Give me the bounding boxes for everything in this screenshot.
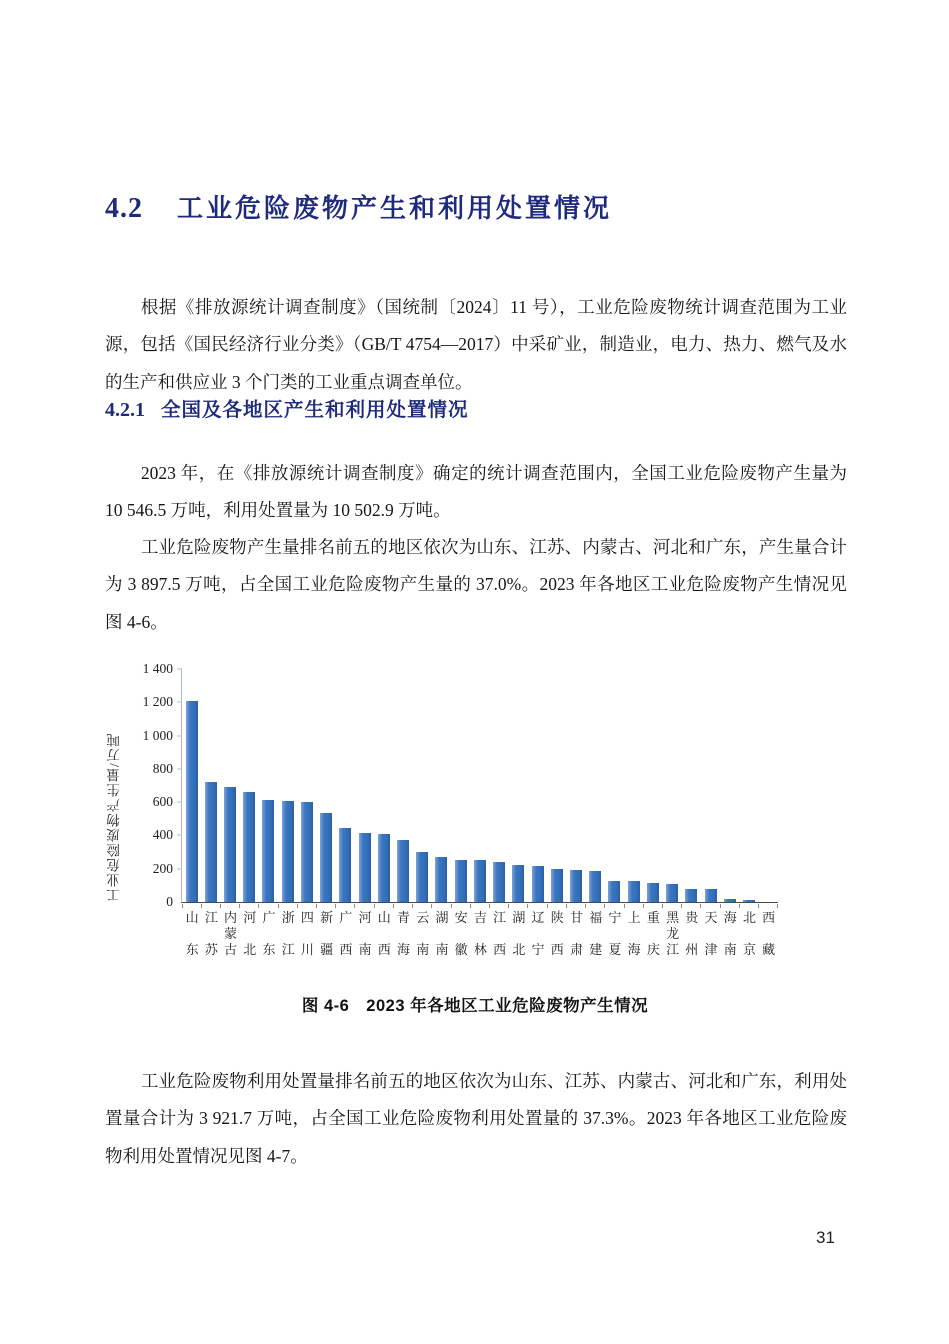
bar-slot-江苏 — [201, 669, 220, 902]
bar-slot-河南 — [355, 669, 374, 902]
x-label-char: 宁 — [608, 910, 622, 925]
bar-slot-河北 — [240, 669, 259, 902]
x-label-贵州 — [682, 910, 701, 958]
bar-江西 — [493, 862, 505, 902]
x-label-广东 — [259, 910, 278, 958]
bar-slot-北京 — [739, 669, 758, 902]
bar-北京 — [743, 900, 755, 902]
x-label-char: 藏 — [762, 942, 776, 957]
x-label-char: 林 — [473, 942, 487, 957]
x-label-湖南 — [432, 910, 451, 958]
bar-湖南 — [435, 857, 447, 902]
bar-广西 — [339, 828, 351, 902]
x-label-char: 甘 — [569, 910, 583, 925]
bar-slot-新疆 — [317, 669, 336, 902]
x-label-char: 贵 — [685, 910, 699, 925]
x-label-char: 蒙 — [224, 926, 238, 941]
y-tick-label-0: 0 — [166, 894, 173, 909]
bar-slot-山东 — [182, 669, 201, 902]
x-label-广西 — [336, 910, 355, 958]
bar-青海 — [397, 840, 409, 902]
bar-黑龙江 — [666, 884, 678, 902]
bar-新疆 — [320, 813, 332, 902]
y-tickmark-400 — [177, 835, 182, 836]
figure-4-6-chart — [105, 655, 779, 958]
x-label-char: 宁 — [531, 942, 545, 957]
x-label-char: 京 — [742, 942, 756, 957]
x-label-char: 西 — [339, 942, 353, 957]
x-label-char: 上 — [627, 910, 641, 925]
bar-slot-广东 — [259, 669, 278, 902]
x-label-char: 广 — [262, 910, 276, 925]
bar-slot-安徽 — [451, 669, 470, 902]
x-label-char: 南 — [416, 942, 430, 957]
x-label-新疆 — [317, 910, 336, 958]
x-label-char: 天 — [704, 910, 718, 925]
x-label-char: 云 — [416, 910, 430, 925]
x-label-char: 苏 — [204, 942, 218, 957]
bar-云南 — [416, 852, 428, 902]
x-label-四川 — [298, 910, 317, 958]
x-label-上海 — [625, 910, 644, 958]
bar-天津 — [705, 889, 717, 902]
bar-slot-上海 — [624, 669, 643, 902]
x-label-黑龙江 — [663, 910, 682, 958]
x-label-char: 南 — [435, 942, 449, 957]
bar-slot-辽宁 — [528, 669, 547, 902]
bar-slot-山西 — [374, 669, 393, 902]
x-label-char: 津 — [704, 942, 718, 957]
x-axis-labels — [183, 910, 779, 958]
y-tick-label-1200: 1 200 — [142, 694, 173, 710]
bar-山东 — [186, 701, 198, 902]
x-label-青海 — [394, 910, 413, 958]
x-label-山西 — [375, 910, 394, 958]
bar-slot-宁夏 — [605, 669, 624, 902]
x-label-char: 海 — [397, 942, 411, 957]
y-tick-label-400: 400 — [152, 827, 173, 843]
x-label-char: 湖 — [512, 910, 526, 925]
x-label-char: 州 — [685, 942, 699, 957]
x-label-河南 — [355, 910, 374, 958]
paragraph-survey-scope: 根据《排放源统计调查制度》（国统制〔2024〕11 号），工业危险废物统计调查范围为工业源，包括《国民经济行业分类》（GB/T 4754—2017）中采矿业，制造业，电力、热力、燃气及水的生产和供应业 3 个门类的工业重点调查单位。 — [105, 296, 847, 392]
bar-山西 — [378, 834, 390, 902]
x-label-char: 海 — [627, 942, 641, 957]
bar-四川 — [301, 802, 313, 902]
x-label-char: 青 — [397, 910, 411, 925]
y-tickmark-1200 — [177, 702, 182, 703]
x-label-char: 黑 — [666, 910, 680, 925]
x-label-char: 海 — [723, 910, 737, 925]
x-label-char: 重 — [646, 910, 660, 925]
y-tickmark-1400 — [177, 669, 182, 670]
x-label-char: 东 — [262, 942, 276, 957]
x-label-西藏 — [759, 910, 778, 958]
x-label-char: 江 — [493, 910, 507, 925]
bar-slot-湖南 — [432, 669, 451, 902]
chart-main — [142, 655, 779, 958]
x-label-辽宁 — [528, 910, 547, 958]
subsection-number: 4.2.1 — [105, 399, 145, 421]
x-label-char: 庆 — [646, 942, 660, 957]
x-label-char: 安 — [454, 910, 468, 925]
paragraph-top5-disposal: 工业危险废物利用处置量排名前五的地区依次为山东、江苏、内蒙古、河北和广东，利用处置量合计为 3 921.7 万吨，占全国工业危险废物利用处置量的 37.3%。2023 年各地区工业危险废物利用处置情况见图 4-7。 — [105, 1070, 847, 1166]
bar-slot-海南 — [720, 669, 739, 902]
x-label-char: 西 — [493, 942, 507, 957]
bar-内蒙古 — [224, 787, 236, 902]
y-tick-label-1000: 1 000 — [142, 727, 173, 743]
page-number: 31 — [816, 1228, 835, 1247]
x-label-内蒙古 — [221, 910, 240, 958]
bar-slot-重庆 — [643, 669, 662, 902]
y-tick-label-200: 200 — [152, 860, 173, 876]
bar-slot-湖北 — [509, 669, 528, 902]
x-label-云南 — [413, 910, 432, 958]
plot-area — [142, 661, 778, 909]
x-label-安徽 — [452, 910, 471, 958]
x-label-char: 夏 — [608, 942, 622, 957]
bar-上海 — [628, 881, 640, 902]
figure-caption: 图 4-6 2023 年各地区工业危险废物产生情况 — [301, 997, 649, 1015]
x-label-char: 古 — [224, 942, 238, 957]
bar-辽宁 — [532, 866, 544, 902]
x-label-char: 南 — [723, 942, 737, 957]
x-label-北京 — [740, 910, 759, 958]
bar-贵州 — [685, 889, 697, 902]
bar-河北 — [243, 792, 255, 902]
bar-福建 — [589, 871, 601, 902]
bar-slot-青海 — [393, 669, 412, 902]
x-label-char: 肃 — [569, 942, 583, 957]
x-label-char: 北 — [742, 910, 756, 925]
y-tickmark-600 — [177, 802, 182, 803]
x-label-江苏 — [202, 910, 221, 958]
y-tickmark-800 — [177, 768, 182, 769]
bar-江苏 — [205, 782, 217, 902]
bar-slot-广西 — [336, 669, 355, 902]
x-label-char: 湖 — [435, 910, 449, 925]
y-tickmark-1000 — [177, 735, 182, 736]
x-label-char: 建 — [589, 942, 603, 957]
x-label-char: 徽 — [454, 942, 468, 957]
bar-广东 — [262, 800, 274, 902]
x-label-char: 四 — [300, 910, 314, 925]
bar-slot-云南 — [413, 669, 432, 902]
x-label-浙江 — [279, 910, 298, 958]
bar-宁夏 — [608, 881, 620, 902]
x-label-江西 — [490, 910, 509, 958]
bar-湖北 — [512, 865, 524, 902]
x-label-char: 广 — [339, 910, 353, 925]
x-label-吉林 — [471, 910, 490, 958]
x-label-char: 浙 — [281, 910, 295, 925]
paragraph-national-totals: 2023 年，在《排放源统计调查制度》确定的统计调查范围内，全国工业危险废物产生量为 10 546.5 万吨，利用处置量为 10 502.9 万吨。 — [105, 462, 847, 521]
x-label-char: 陕 — [550, 910, 564, 925]
x-label-char: 江 — [204, 910, 218, 925]
bar-slot-江西 — [490, 669, 509, 902]
bar-slot-西藏 — [759, 669, 778, 902]
x-label-char: 疆 — [320, 942, 334, 957]
section-heading — [105, 188, 612, 225]
x-label-char: 内 — [224, 910, 238, 925]
bar-slot-甘肃 — [566, 669, 585, 902]
bar-slot-贵州 — [682, 669, 701, 902]
paragraph-top5-generation: 工业危险废物产生量排名前五的地区依次为山东、江苏、内蒙古、河北和广东，产生量合计为 3 897.5 万吨，占全国工业危险废物产生量的 37.0%。2023 年各地区工业危险废物产生情况见图 4-6。 — [105, 536, 847, 632]
y-axis-title: 工业危险废物产生量/万吨 — [107, 731, 122, 902]
subsection-title: 全国及各地区产生和利用处置情况 — [161, 400, 469, 421]
x-label-宁夏 — [605, 910, 624, 958]
bar-slot-天津 — [701, 669, 720, 902]
x-label-海南 — [721, 910, 740, 958]
x-label-char: 龙 — [666, 926, 680, 941]
x-label-char: 辽 — [531, 910, 545, 925]
bar-陕西 — [551, 869, 563, 902]
x-label-char: 北 — [512, 942, 526, 957]
bar-slot-吉林 — [470, 669, 489, 902]
x-label-char: 川 — [300, 942, 314, 957]
bar-甘肃 — [570, 870, 582, 902]
bar-slot-黑龙江 — [662, 669, 681, 902]
x-label-湖北 — [509, 910, 528, 958]
bar-海南 — [724, 899, 736, 902]
y-tickmark-200 — [177, 868, 182, 869]
bar-slot-浙江 — [278, 669, 297, 902]
bar-吉林 — [474, 860, 486, 902]
bar-安徽 — [455, 860, 467, 902]
bar-slot-福建 — [586, 669, 605, 902]
x-label-char: 江 — [281, 942, 295, 957]
x-label-char: 新 — [320, 910, 334, 925]
section-number: 4.2 — [105, 193, 143, 224]
x-label-福建 — [586, 910, 605, 958]
bar-河南 — [359, 833, 371, 902]
y-tick-label-1400: 1 400 — [142, 661, 173, 676]
x-label-天津 — [701, 910, 720, 958]
x-label-山东 — [183, 910, 202, 958]
y-tick-label-600: 600 — [152, 794, 173, 810]
bars-container — [182, 669, 778, 902]
x-label-甘肃 — [567, 910, 586, 958]
x-label-char: 山 — [185, 910, 199, 925]
x-label-char: 河 — [358, 910, 372, 925]
x-label-char: 西 — [762, 910, 776, 925]
x-label-河北 — [240, 910, 259, 958]
x-label-char: 西 — [550, 942, 564, 957]
x-label-char: 河 — [243, 910, 257, 925]
x-label-char: 东 — [185, 942, 199, 957]
x-label-char: 山 — [377, 910, 391, 925]
bar-重庆 — [647, 883, 659, 902]
x-label-char: 南 — [358, 942, 372, 957]
x-label-char: 福 — [589, 910, 603, 925]
x-label-陕西 — [548, 910, 567, 958]
bar-slot-四川 — [297, 669, 316, 902]
x-label-重庆 — [644, 910, 663, 958]
section-title: 工业危险废物产生和利用处置情况 — [177, 194, 613, 223]
x-label-char: 西 — [377, 942, 391, 957]
bar-slot-陕西 — [547, 669, 566, 902]
subsection-heading — [105, 394, 469, 422]
bar-浙江 — [282, 801, 294, 902]
x-label-char: 江 — [666, 942, 680, 957]
bar-slot-内蒙古 — [220, 669, 239, 902]
y-tick-label-800: 800 — [152, 760, 173, 776]
x-label-char: 北 — [243, 942, 257, 957]
x-label-char: 吉 — [473, 910, 487, 925]
